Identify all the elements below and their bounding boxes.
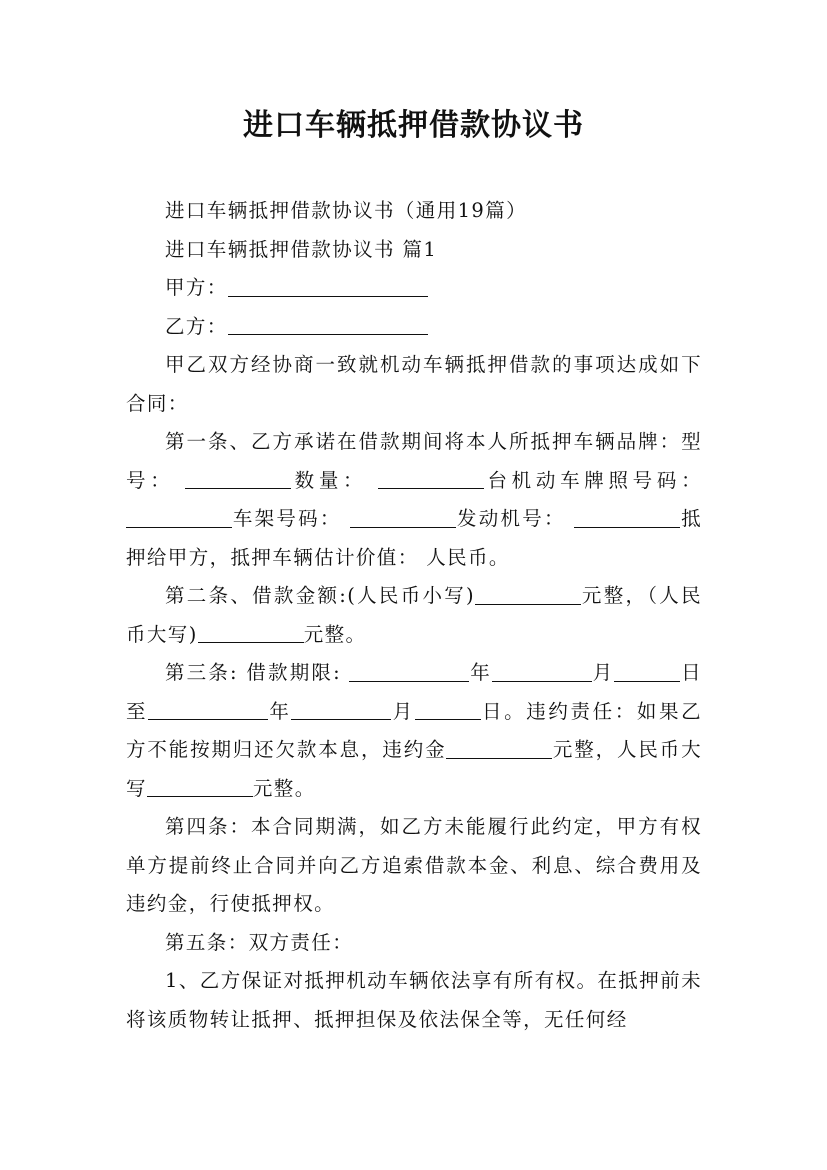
end-day-blank <box>415 699 481 720</box>
article-3-penalty: 日。违约责任：如果乙方不能按期归还欠款本息，违约金 <box>126 699 702 761</box>
engine-blank <box>574 506 680 527</box>
article-3 <box>126 654 702 808</box>
end-year-label: 年 <box>268 699 292 723</box>
amount-lower-blank <box>475 583 581 604</box>
amount-upper-blank <box>198 622 304 643</box>
party-a-blank <box>228 275 428 296</box>
party-a-line <box>126 269 702 308</box>
article-1 <box>126 423 702 577</box>
article-5: 第五条：双方责任： <box>165 930 354 954</box>
article-3-mid: 元整，人民币大写 <box>126 738 702 800</box>
article-1-frame-label: 车架号码： <box>232 507 342 530</box>
article-1-quantity-label: 数量： <box>291 468 368 492</box>
article-1-engine-label: 发动机号： <box>456 507 566 530</box>
plate-blank <box>126 506 232 527</box>
quantity-blank <box>378 468 484 489</box>
penalty-blank <box>446 737 552 758</box>
party-a-label: 甲方： <box>165 276 228 299</box>
end-month-blank <box>291 699 391 720</box>
penalty-upper-blank <box>147 776 253 797</box>
article-1-tail: 抵押给甲方，抵押车辆估计价值： 人民币。 <box>126 507 702 569</box>
party-b-label: 乙方： <box>165 314 228 338</box>
article-3-tail: 元整。 <box>252 776 316 800</box>
party-b-line <box>126 308 702 347</box>
article-4: 第四条：本合同期满，如乙方未能履行此约定，甲方有权单方提前终止合同并向乙方追索借款本金、利息、综合费用及违约金，行使抵押权。 <box>126 815 702 915</box>
article-2-mid: 元整，（人民币大写) <box>126 584 702 646</box>
start-month-blank <box>492 660 592 681</box>
document-title: 进口车辆抵押借款协议书 <box>243 108 584 143</box>
start-day-blank <box>614 660 680 681</box>
article-2-tail: 元整。 <box>303 622 367 646</box>
article-1-text: 第一条、乙方承诺在借款期间将本人所抵押车辆品牌：型号： <box>126 430 702 492</box>
party-b-blank <box>228 314 428 335</box>
month-label: 月 <box>591 661 615 684</box>
item-1: 1、乙方保证对抵押机动车辆依法享有所有权。在抵押前未将该质物转让抵押、抵押担保及依法保全等，无任何经 <box>126 969 702 1031</box>
intro-paragraph: 甲乙双方经协商一致就机动车辆抵押借款的事项达成如下合同： <box>126 353 702 415</box>
year-label: 年 <box>469 661 492 684</box>
article-2-text: 第二条、借款金额:(人民币小写) <box>165 584 476 607</box>
start-year-blank <box>349 660 469 681</box>
frame-blank <box>350 506 456 527</box>
document-body <box>126 192 702 1039</box>
article-2 <box>126 577 702 654</box>
model-blank <box>185 468 291 489</box>
subtitle: 进口车辆抵押借款协议书（通用19篇） <box>165 199 528 222</box>
section-heading: 进口车辆抵押借款协议书 篇1 <box>165 237 438 261</box>
day-to-label: 日至 <box>126 661 703 723</box>
article-1-plate-label: 台机动车牌照号码： <box>484 468 702 492</box>
end-month-label: 月 <box>391 699 415 723</box>
article-3-text: 第三条: 借款期限: <box>165 661 350 684</box>
end-year-blank <box>148 699 268 720</box>
